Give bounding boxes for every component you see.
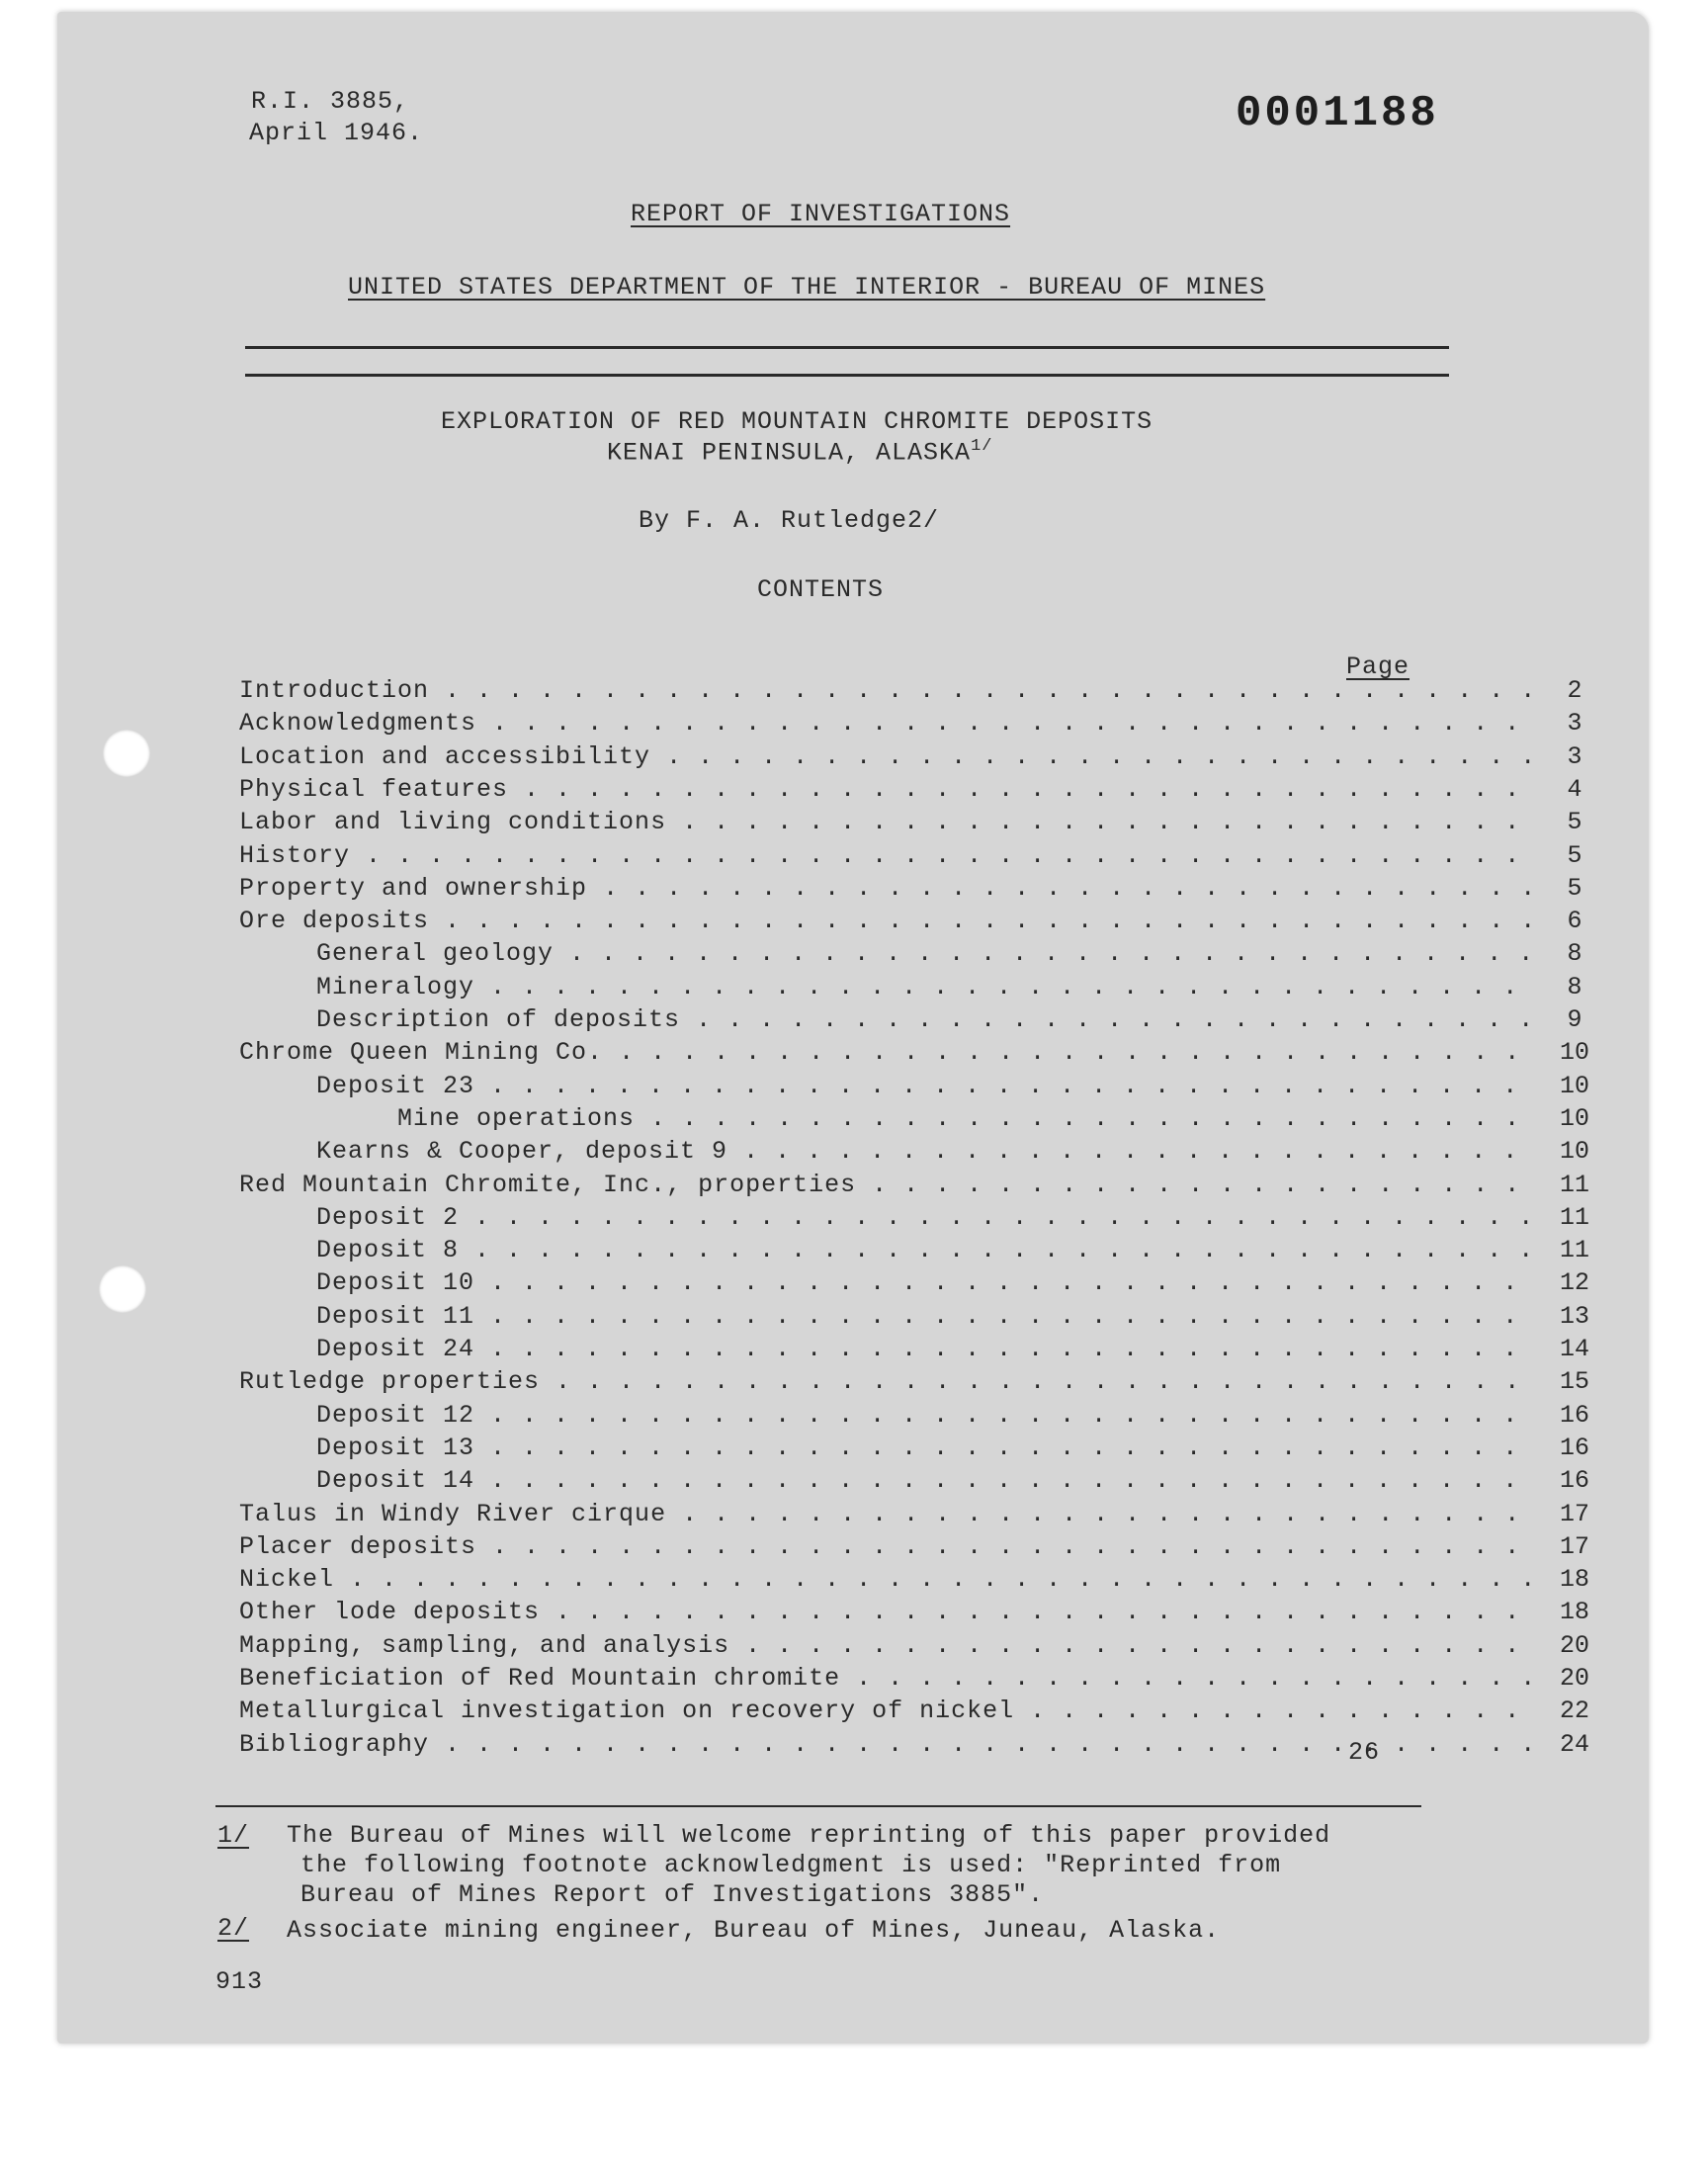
department-heading: UNITED STATES DEPARTMENT OF THE INTERIOR - BUREAU OF MINES — [348, 273, 1266, 302]
contents-heading: CONTENTS — [757, 575, 885, 604]
toc-entry-label: General geology . . . — [316, 939, 1530, 972]
toc-entry-label: Deposit 14 . . . — [316, 1466, 1530, 1499]
toc-entry — [57, 1401, 1649, 1434]
toc-entry-page: 17 — [1559, 1499, 1589, 1528]
toc-entry-label: Other lode deposits . . . — [239, 1598, 1530, 1630]
toc-entry-page: 18 — [1559, 1598, 1589, 1627]
toc-entry-label: Deposit 24 . . . — [316, 1335, 1530, 1367]
title-line-1: EXPLORATION OF RED MOUNTAIN CHROMITE DEPOSITS — [441, 407, 1153, 436]
toc-entry — [57, 676, 1649, 709]
toc-entry-page: 3 — [1567, 741, 1582, 771]
footnote-1-line-1: The Bureau of Mines will welcome reprinting of this paper provided — [287, 1821, 1331, 1850]
report-date: April 1946. — [249, 119, 424, 147]
toc-entry-page: 10 — [1559, 1137, 1589, 1167]
toc-entry-label: Bibliography . . . — [239, 1730, 1530, 1763]
toc-entry-label: Mineralogy . . . — [316, 973, 1530, 1005]
toc-entry-page: 10 — [1559, 1103, 1589, 1133]
toc-entry-label: Deposit 8 . . . — [316, 1236, 1530, 1268]
toc-entry — [57, 1203, 1649, 1236]
toc-entry — [57, 1466, 1649, 1499]
toc-final-page-number: 26 — [1348, 1738, 1381, 1767]
toc-entry-label: Description of deposits . . . — [316, 1005, 1530, 1038]
title-footnote-mark: 1/ — [971, 437, 993, 456]
toc-entry-label: Kearns & Cooper, deposit 9 . . . — [316, 1137, 1530, 1170]
toc-entry — [57, 1434, 1649, 1466]
toc-entry-label: Deposit 13 . . . — [316, 1434, 1530, 1466]
toc-entry-label: Deposit 23 . . . — [316, 1072, 1530, 1104]
toc-entry-page: 22 — [1559, 1696, 1589, 1726]
toc-entry-page: 9 — [1567, 1005, 1582, 1034]
toc-entry-label: Deposit 2 . . . — [316, 1203, 1530, 1236]
toc-entry-label: Property and ownership . . . — [239, 874, 1530, 907]
toc-entry-page: 5 — [1567, 808, 1582, 837]
toc-entry — [57, 808, 1649, 840]
toc-entry — [57, 1664, 1649, 1696]
footnote-rule — [215, 1805, 1421, 1807]
toc-entry-page: 11 — [1559, 1236, 1589, 1265]
toc-entry — [57, 841, 1649, 874]
toc-entry — [57, 1532, 1649, 1565]
toc-entry-label: Mine operations . . . — [397, 1104, 1530, 1137]
toc-entry — [57, 874, 1649, 907]
toc-entry — [57, 1236, 1649, 1268]
toc-entry-page: 14 — [1559, 1335, 1589, 1363]
toc-entry-label: Mapping, sampling, and analysis . . . — [239, 1631, 1530, 1664]
toc-entry — [57, 1072, 1649, 1104]
toc-entry — [57, 1171, 1649, 1203]
footnote-1-line-3: Bureau of Mines Report of Investigations 3885". — [300, 1880, 1045, 1909]
toc-entry-page: 17 — [1559, 1531, 1589, 1561]
toc-entry — [57, 1500, 1649, 1532]
toc-entry-page: 24 — [1559, 1729, 1589, 1759]
toc-entry-page: 4 — [1567, 774, 1582, 804]
toc-entry-label: Placer deposits . . . — [239, 1532, 1530, 1565]
toc-entry-label: Talus in Windy River cirque . . . — [239, 1500, 1530, 1532]
author-line: By F. A. Rutledge2/ — [639, 506, 940, 535]
toc-entry — [57, 709, 1649, 741]
footnote-1-mark: 1/ — [217, 1821, 250, 1850]
toc-entry — [57, 775, 1649, 808]
toc-entry-page: 16 — [1559, 1466, 1589, 1496]
toc-entry-page: 11 — [1559, 1170, 1589, 1199]
toc-entry-label: Ore deposits . . . — [239, 907, 1530, 939]
toc-entry — [57, 939, 1649, 972]
toc-entry — [57, 1005, 1649, 1038]
toc-entry-label: Deposit 11 . . . — [316, 1302, 1530, 1335]
toc-entry-page: 18 — [1559, 1565, 1589, 1595]
toc-entry-label: Location and accessibility . . . — [239, 742, 1530, 775]
toc-entry-page: 8 — [1567, 939, 1582, 969]
toc-entry-label: Chrome Queen Mining Co. . . . — [239, 1038, 1530, 1071]
toc-entry — [57, 1302, 1649, 1335]
toc-entry — [57, 1367, 1649, 1400]
toc-entry-label: Labor and living conditions . . . — [239, 808, 1530, 840]
toc-entry — [57, 1038, 1649, 1071]
toc-entry-label: Acknowledgments . . . — [239, 709, 1530, 741]
toc-entry — [57, 1730, 1649, 1763]
toc-entry — [57, 1631, 1649, 1664]
footnote-2-mark: 2/ — [217, 1914, 250, 1943]
toc-entry-page: 20 — [1559, 1664, 1589, 1693]
document-sheet — [57, 12, 1649, 2044]
toc-entry-label: Nickel . . . — [239, 1565, 1530, 1598]
toc-entry-page: 8 — [1567, 972, 1582, 1001]
toc-entry-page: 11 — [1559, 1202, 1589, 1232]
toc-entry-page: 10 — [1559, 1038, 1589, 1068]
toc-entry-label: History . . . — [239, 841, 1530, 874]
toc-entry — [57, 1565, 1649, 1598]
page-number: 913 — [215, 1967, 264, 1996]
toc-entry-page: 13 — [1559, 1301, 1589, 1331]
double-rule-bottom — [245, 374, 1449, 377]
toc-entry-page: 16 — [1559, 1433, 1589, 1462]
page-column-heading: Page — [1346, 652, 1410, 681]
toc-entry — [57, 1696, 1649, 1729]
toc-entry-label: Beneficiation of Red Mountain chromite . . . — [239, 1664, 1530, 1696]
double-rule-top — [245, 346, 1449, 349]
toc-entry — [57, 742, 1649, 775]
toc-entry-page: 10 — [1559, 1071, 1589, 1100]
toc-entry-page: 16 — [1559, 1400, 1589, 1430]
toc-entry — [57, 1137, 1649, 1170]
toc-entry — [57, 1104, 1649, 1137]
toc-entry-label: Rutledge properties . . . — [239, 1367, 1530, 1400]
toc-entry — [57, 1268, 1649, 1301]
ri-number: R.I. 3885, — [251, 87, 410, 116]
toc-entry-page: 5 — [1567, 840, 1582, 870]
title-line-2: KENAI PENINSULA, $ALASKA^{1/}$ — [607, 437, 993, 468]
author-footnote-mark: 2/ — [907, 506, 940, 535]
toc-entry-page: 6 — [1567, 907, 1582, 936]
toc-entry-label: Metallurgical investigation on recovery of nickel . . . — [239, 1696, 1530, 1729]
toc-entry-page: 12 — [1559, 1268, 1589, 1298]
toc-entry-label: Deposit 12 . . . — [316, 1401, 1530, 1434]
toc-entry-label: Physical features . . . — [239, 775, 1530, 808]
report-heading: REPORT OF INVESTIGATIONS — [631, 200, 1011, 228]
toc-entry-page: 15 — [1559, 1367, 1589, 1397]
toc-entry — [57, 907, 1649, 939]
toc-entry-label: Introduction . . . — [239, 676, 1530, 709]
toc-entry-page: 20 — [1559, 1630, 1589, 1660]
toc-entry-page: 3 — [1567, 709, 1582, 739]
toc-entry-page: 5 — [1567, 873, 1582, 903]
document-number: 0001188 — [1236, 89, 1439, 138]
toc-entry — [57, 973, 1649, 1005]
footnote-2-line-1: Associate mining engineer, Bureau of Mines, Juneau, Alaska. — [287, 1916, 1221, 1945]
toc-entry-label: Deposit 10 . . . — [316, 1268, 1530, 1301]
toc-entry — [57, 1335, 1649, 1367]
toc-entry — [57, 1598, 1649, 1630]
toc-entry-label: Red Mountain Chromite, Inc., properties . . . — [239, 1171, 1530, 1203]
toc-entry-page: 2 — [1567, 676, 1582, 705]
footnote-1-line-2: the following footnote acknowledgment is used: "Reprinted from — [300, 1851, 1282, 1879]
